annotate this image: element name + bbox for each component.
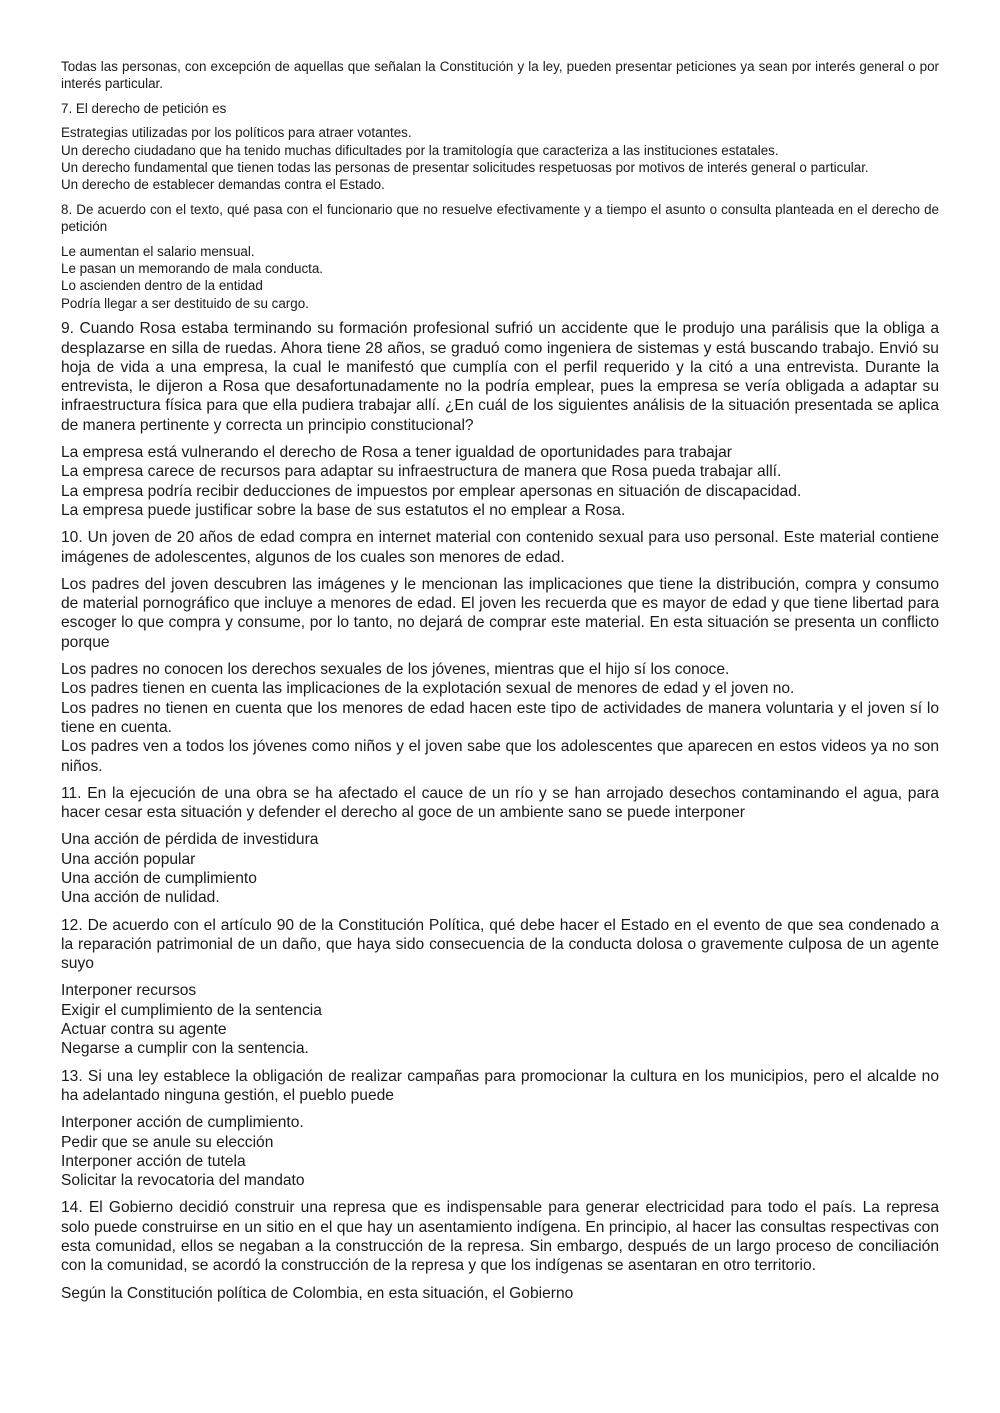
question-7-option-c[interactable]: Un derecho fundamental que tienen todas las personas de presentar solicitudes respetuosas por motivos de interés general o particular. bbox=[61, 160, 869, 176]
question-13-stem: 13. Si una ley establece la obligación de realizar campañas para promocionar la cultura en los municipios, pero el alcalde no ha adelantado ninguna gestión, el pueblo puede bbox=[61, 1067, 939, 1104]
question-7-option-a[interactable]: Estrategias utilizadas por los políticos para atraer votantes. bbox=[61, 125, 412, 141]
question-7-options bbox=[61, 124, 939, 194]
question-11-options bbox=[61, 830, 939, 907]
question-13-option-a[interactable]: Interponer acción de cumplimiento. bbox=[61, 1114, 304, 1132]
question-9-options bbox=[61, 443, 939, 520]
worksheet-page bbox=[61, 58, 939, 1303]
question-12-stem: 12. De acuerdo con el artículo 90 de la Constitución Política, qué debe hacer el Estado en el evento de que sea condenado a la reparación patrimonial de un daño, que haya sido consecuencia de la conducta dolosa o gravemente culposa de un agente suyo bbox=[61, 916, 939, 973]
question-14-stem: 14. El Gobierno decidió construir una represa que es indispensable para generar electricidad para todo el país. La represa solo puede construirse en un sitio en el que hay un asentamiento indígena. En principio, al hacer las consultas respectivas con esta comunidad, ellos se negaban a la construcción de la represa. Sin embargo, después de un largo proceso de conciliación con la comunidad, se acordó la construcción de la represa y que los indígenas se asentaran en otro territorio. bbox=[61, 1199, 939, 1275]
question-8-option-d[interactable]: Podría llegar a ser destituido de su cargo. bbox=[61, 295, 309, 311]
question-11-stem: 11. En la ejecución de una obra se ha afectado el cauce de un río y se han arrojado desechos contaminando el agua, para hacer cesar esta situación y defender el derecho al goce de un ambiente sano se puede interponer bbox=[61, 784, 939, 822]
question-10-option-b[interactable]: Los padres tienen en cuenta las implicaciones de la explotación sexual de menores de edad y el joven no. bbox=[61, 680, 795, 698]
question-9-option-b[interactable]: La empresa carece de recursos para adaptar su infraestructura de manera que Rosa pueda trabajar allí. bbox=[61, 463, 782, 481]
question-12-option-b[interactable]: Exigir el cumplimiento de la sentencia bbox=[61, 1001, 322, 1019]
question-10-stem: 10. Un joven de 20 años de edad compra en internet material con contenido sexual para uso personal. Este material contiene imágenes de adolescentes, algunos de los cuales son menores de edad. bbox=[61, 529, 939, 566]
question-8-options bbox=[61, 243, 939, 313]
question-14-stem-continued: Según la Constitución política de Colombia, en esta situación, el Gobierno bbox=[61, 1284, 574, 1302]
question-13-option-b[interactable]: Pedir que se anule su elección bbox=[61, 1133, 274, 1151]
intro-text: Todas las personas, con excepción de aquellas que señalan la Constitución y la ley, pueden presentar peticiones ya sean por interés general o por interés particular. bbox=[61, 59, 939, 92]
question-10-option-a[interactable]: Los padres no conocen los derechos sexuales de los jóvenes, mientras que el hijo sí los conoce. bbox=[61, 661, 730, 679]
question-8-option-c[interactable]: Lo ascienden dentro de la entidad bbox=[61, 278, 263, 294]
question-11-option-b[interactable]: Una acción popular bbox=[61, 850, 196, 868]
question-11-option-a[interactable]: Una acción de pérdida de investidura bbox=[61, 831, 319, 849]
question-11-option-d[interactable]: Una acción de nulidad. bbox=[61, 889, 220, 907]
question-9-option-a[interactable]: La empresa está vulnerando el derecho de Rosa a tener igualdad de oportunidades para trabajar bbox=[61, 444, 732, 462]
question-8-stem: 8. De acuerdo con el texto, qué pasa con el funcionario que no resuelve efectivamente y a tiempo el asunto o consulta planteada en el derecho de petición bbox=[61, 201, 939, 235]
question-7-stem: 7. El derecho de petición es bbox=[61, 100, 227, 116]
question-10-option-c[interactable]: Los padres no tienen en cuenta que los menores de edad hacen este tipo de actividades de manera voluntaria y el joven sí lo tiene en cuenta. bbox=[61, 699, 939, 736]
question-12-options bbox=[61, 981, 939, 1058]
question-10-option-d[interactable]: Los padres ven a todos los jóvenes como niños y el joven sabe que los adolescentes que aparecen en estos videos ya no son niños. bbox=[61, 738, 939, 775]
question-10-options bbox=[61, 660, 939, 776]
question-13-option-c[interactable]: Interponer acción de tutela bbox=[61, 1152, 246, 1170]
question-9-stem: 9. Cuando Rosa estaba terminando su formación profesional sufrió un accidente que le produjo una parálisis que la obliga a desplazarse en silla de ruedas. Ahora tiene 28 años, se graduó como ingeniera de sistemas y está buscando trabajo. Envió su hoja de vida a una empresa, la cual le manifestó que cumplía con el perfil requerido y la citó a una entrevista. Durante la entrevista, le dijeron a Rosa que desafortunadamente no la podría emplear, pues la empresa se vería obligada a adaptar su infraestructura física para que ella pudiera trabajar allí. ¿En cuál de los siguientes análisis de la situación presentada se aplica de manera pertinente y correcta un principio constitucional? bbox=[61, 320, 939, 434]
question-9-option-c[interactable]: La empresa podría recibir deducciones de impuestos por emplear apersonas en situación de discapacidad. bbox=[61, 482, 802, 500]
question-12-option-a[interactable]: Interponer recursos bbox=[61, 982, 197, 1000]
question-13-option-d[interactable]: Solicitar la revocatoria del mandato bbox=[61, 1172, 305, 1190]
question-7-option-b[interactable]: Un derecho ciudadano que ha tenido muchas dificultades por la tramitología que caracteriza a las instituciones estatales. bbox=[61, 142, 779, 158]
question-7-option-d[interactable]: Un derecho de establecer demandas contra el Estado. bbox=[61, 177, 385, 193]
question-10-stem-continued: Los padres del joven descubren las imágenes y le mencionan las implicaciones que tiene la distribución, compra y consumo de material pornográfico que incluye a menores de edad. El joven les recuerda que es mayor de edad y que tiene libertad para escoger lo que compra y consume, por lo tanto, no dejará de comprar este material. En esta situación se presenta un conflicto porque bbox=[61, 575, 939, 651]
question-8-option-b[interactable]: Le pasan un memorando de mala conducta. bbox=[61, 261, 324, 277]
question-11-option-c[interactable]: Una acción de cumplimiento bbox=[61, 870, 257, 887]
question-12-option-c[interactable]: Actuar contra su agente bbox=[61, 1021, 227, 1039]
question-8-option-a[interactable]: Le aumentan el salario mensual. bbox=[61, 243, 255, 259]
question-12-option-d[interactable]: Negarse a cumplir con la sentencia. bbox=[61, 1040, 309, 1058]
question-9-option-d[interactable]: La empresa puede justificar sobre la base de sus estatutos el no emplear a Rosa. bbox=[61, 501, 626, 519]
question-13-options bbox=[61, 1113, 939, 1190]
